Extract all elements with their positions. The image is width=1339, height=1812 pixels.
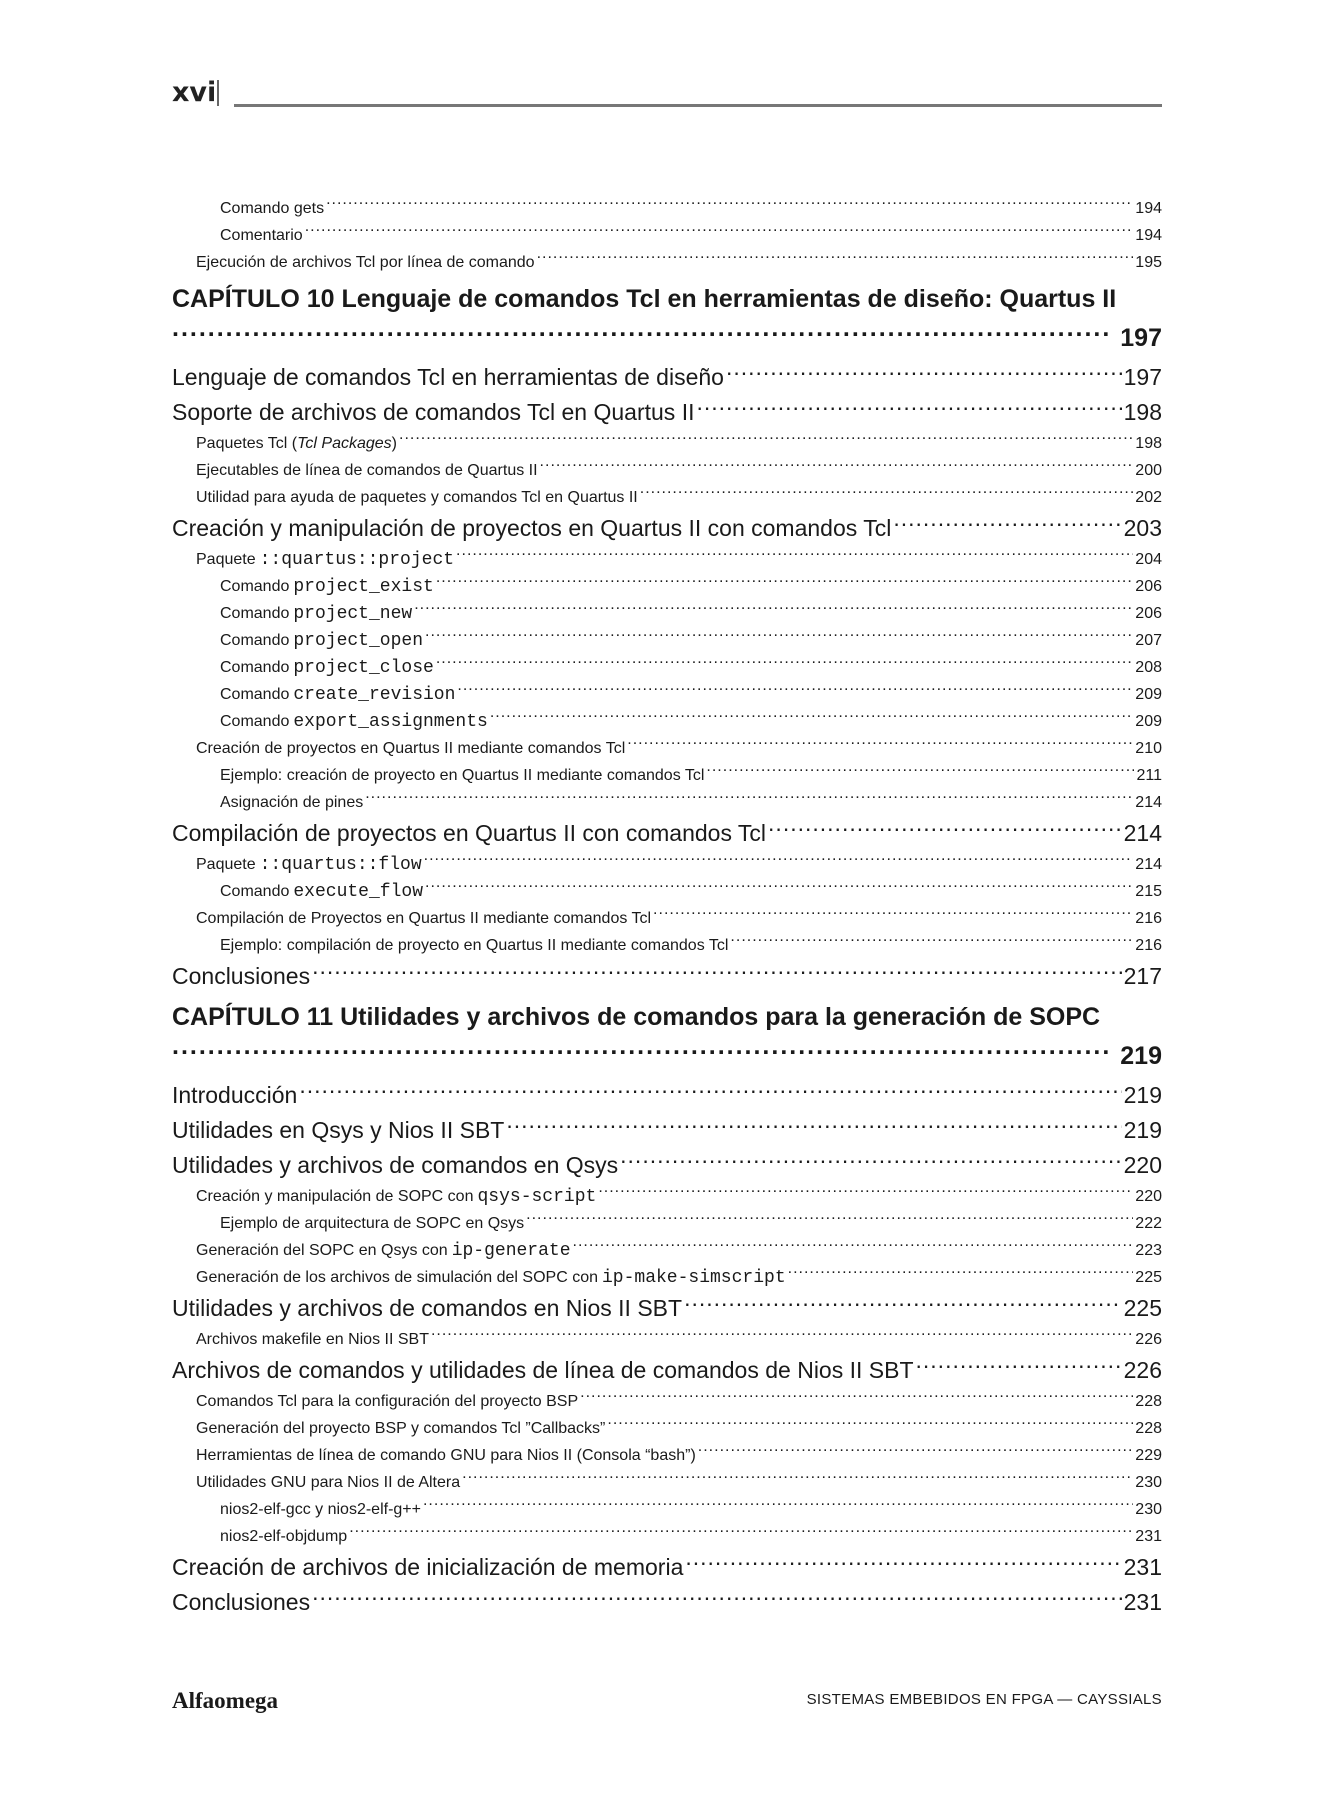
chapter-11-heading[interactable] [172,994,1162,1078]
toc-entry-label: Ejecución de archivos Tcl por línea de comando [196,254,535,271]
dot-leader [768,818,1122,841]
label-text: Comando [220,883,290,900]
toc-entry-page: 216 [1135,910,1162,927]
toc-entry[interactable] [172,430,1162,457]
toc-entry-page: 231 [1123,1554,1162,1580]
toc-entry-label: nios2-elf-gcc y nios2-elf-g++ [220,1501,421,1518]
toc-entry-page: 222 [1135,1215,1162,1232]
dot-leader [436,656,1133,672]
toc-entry-page: 230 [1135,1501,1162,1518]
dot-leader [172,321,1112,346]
dot-leader [414,602,1133,618]
toc-entry[interactable] [172,484,1162,511]
toc-entry-label: Lenguaje de comandos Tcl en herramientas de diseño [172,364,724,390]
toc-entry[interactable] [172,1353,1162,1388]
dot-leader [607,1417,1133,1433]
toc-entry-page: 225 [1135,1269,1162,1286]
toc-entry-label [196,1264,786,1292]
toc-entry[interactable] [172,546,1162,573]
label-code: project_new [293,604,413,624]
toc-entry[interactable] [172,735,1162,762]
dot-leader [312,961,1122,984]
dot-leader [490,710,1133,726]
toc-entry[interactable] [172,905,1162,932]
toc-entry[interactable] [172,1585,1162,1620]
toc-entry-label: Creación de proyectos en Quartus II mediante comandos Tcl [196,740,626,757]
toc-entry-label [220,654,434,682]
label-code: export_assignments [293,712,488,732]
toc-entry[interactable] [172,360,1162,395]
toc-entry-label [220,627,423,655]
toc-entry[interactable] [172,1523,1162,1550]
toc-entry-label [220,878,423,906]
toc-entry[interactable] [172,511,1162,546]
toc-entry-page: 200 [1135,462,1162,479]
dot-leader [456,548,1133,564]
dot-leader [653,907,1133,923]
toc-entry-page: 198 [1135,435,1162,452]
dot-leader [537,251,1134,267]
chapter-dots-line [172,320,1162,360]
toc-entry-label: Compilación de Proyectos en Quartus II mediante comandos Tcl [196,910,652,927]
dot-leader [425,880,1133,896]
toc-entry-page: 229 [1135,1447,1162,1464]
toc-entry-page: 216 [1135,937,1162,954]
toc-entry-page: 220 [1135,1188,1162,1205]
dot-leader [312,1587,1122,1610]
toc-entry[interactable] [172,681,1162,708]
label-text: Comando [220,659,290,676]
toc-entry[interactable] [172,1210,1162,1237]
toc-entry[interactable] [172,1496,1162,1523]
toc-entry[interactable] [172,573,1162,600]
page-footer [172,1688,1162,1718]
chapter-page: 219 [1120,1042,1162,1070]
toc-entry-label [196,1237,571,1265]
dot-leader [365,791,1133,807]
dot-leader [706,764,1134,780]
toc-entry-label: Archivos makefile en Nios II SBT [196,1331,429,1348]
dot-leader [436,575,1133,591]
toc-entry-label: Utilidades GNU para Nios II de Altera [196,1474,461,1491]
toc-entry-label: Conclusiones [172,1589,311,1615]
toc-entry[interactable] [172,1442,1162,1469]
dot-leader [598,1185,1133,1201]
toc-entry-page: 198 [1123,399,1162,425]
label-code: project_open [293,631,423,651]
toc-entry-label: Archivos de comandos y utilidades de línea de comandos de Nios II SBT [172,1357,914,1383]
toc-entry-page: 231 [1123,1589,1162,1615]
publisher-name: Alfaomega [172,1688,279,1713]
label-prefix: Paquetes Tcl ( [196,435,298,452]
label-code: create_revision [293,685,456,705]
toc-entry-label: Comando gets [220,200,325,217]
dot-leader [172,1039,1112,1064]
toc-entry[interactable] [172,1326,1162,1353]
dot-leader [698,1444,1134,1460]
chapter-page: 197 [1120,324,1162,352]
toc-entry-page: 194 [1135,200,1162,217]
toc-entry[interactable] [172,395,1162,430]
dot-leader [425,629,1133,645]
toc-entry-label: Utilidades y archivos de comandos en Qsys [172,1152,619,1178]
dot-leader [424,853,1134,869]
label-text: Generación del SOPC en Qsys con [196,1242,448,1259]
dot-leader [893,513,1121,536]
toc-entry[interactable] [172,1113,1162,1148]
toc-entry-label: Utilidades y archivos de comandos en Nios II SBT [172,1295,683,1321]
label-code: ::quartus::project [259,550,455,570]
chapter-dots-line [172,1038,1162,1078]
header-rule [234,104,1162,107]
label-suffix: ) [391,435,397,452]
label-text: Paquete [196,856,256,873]
toc-entry-label: Utilidades en Qsys y Nios II SBT [172,1117,505,1143]
toc-entry-page: 230 [1135,1474,1162,1491]
toc-entry-page: 209 [1135,713,1162,730]
toc-entry-label [220,708,488,736]
toc-entry-label: Ejecutables de línea de comandos de Quartus II [196,462,538,479]
dot-leader [457,683,1133,699]
chapter-title: CAPÍTULO 11 Utilidades y archivos de comandos para la generación de SOPC [172,1003,1101,1031]
label-code: ip-generate [451,1241,571,1261]
toc-entry-page: 219 [1123,1082,1162,1108]
toc-entry-label: Asignación de pines [220,794,364,811]
toc-entry-label: nios2-elf-objdump [220,1528,348,1545]
toc-entry-label: Soporte de archivos de comandos Tcl en Quartus II [172,399,695,425]
toc-entry[interactable] [172,1183,1162,1210]
toc-entry[interactable] [172,959,1162,994]
toc-entry-page: 215 [1135,883,1162,900]
label-code: qsys-script [477,1187,597,1207]
toc-entry-page: 209 [1135,686,1162,703]
page-number: xvi [172,77,217,108]
toc-entry-page: 225 [1123,1295,1162,1321]
toc-entry[interactable] [172,1415,1162,1442]
toc-entry-label [196,1183,596,1211]
dot-leader [423,1498,1133,1514]
toc-entry-page: 219 [1123,1117,1162,1143]
dot-leader [788,1266,1134,1282]
dot-leader [349,1525,1133,1541]
toc-entry-page: 208 [1135,659,1162,676]
toc-entry[interactable] [172,249,1162,276]
toc-entry-page: 228 [1135,1420,1162,1437]
toc-entry-label [220,573,434,601]
toc-entry-page: 206 [1135,605,1162,622]
toc-entry-page: 214 [1135,856,1162,873]
toc-entry[interactable] [172,1237,1162,1264]
dot-leader [685,1552,1121,1575]
label-code: project_exist [293,577,434,597]
label-text: Creación y manipulación de SOPC con [196,1188,474,1205]
toc-entry[interactable] [172,1264,1162,1291]
toc-entry[interactable] [172,457,1162,484]
toc-entry[interactable] [172,1469,1162,1496]
toc-entry[interactable] [172,1148,1162,1183]
toc-entry-page: 214 [1135,794,1162,811]
toc-entry[interactable] [172,1078,1162,1113]
toc-entry-page: 211 [1136,767,1162,784]
toc-entry-label [196,851,422,879]
toc-entry-page: 194 [1135,227,1162,244]
dot-leader [305,224,1134,240]
toc-entry-label [220,600,412,628]
dot-leader [726,362,1122,385]
chapter-10-heading[interactable] [172,276,1162,360]
toc-entry-page: 207 [1135,632,1162,649]
toc-entry-page: 203 [1123,515,1162,541]
toc-entry-page: 226 [1135,1331,1162,1348]
dot-leader [730,934,1133,950]
toc-entry-page: 226 [1123,1357,1162,1383]
toc-entry-label: Utilidad para ayuda de paquetes y comandos Tcl en Quartus II [196,489,638,506]
dot-leader [326,197,1133,213]
toc-entry-page: 228 [1135,1393,1162,1410]
toc-entry[interactable] [172,195,1162,222]
toc-entry[interactable] [172,851,1162,878]
toc-entry-page: 214 [1123,820,1162,846]
dot-leader [462,1471,1133,1487]
toc-entry[interactable] [172,789,1162,816]
toc-entry[interactable] [172,1550,1162,1585]
dot-leader [526,1212,1133,1228]
dot-leader [431,1328,1133,1344]
toc-entry[interactable] [172,600,1162,627]
label-text: Comando [220,686,290,703]
toc-entry-label: Conclusiones [172,963,311,989]
label-code: ::quartus::flow [259,855,422,875]
label-text: Comando [220,605,290,622]
page-header [172,76,1162,116]
toc-entry-label: Compilación de proyectos en Quartus II con comandos Tcl [172,820,767,846]
dot-leader [620,1150,1121,1173]
dot-leader [580,1390,1133,1406]
toc-entry[interactable] [172,878,1162,905]
toc-entry-label: Ejemplo de arquitectura de SOPC en Qsys [220,1215,525,1232]
toc-entry-label: Ejemplo: creación de proyecto en Quartus II mediante comandos Tcl [220,767,705,784]
toc-entry-label: Ejemplo: compilación de proyecto en Quartus II mediante comandos Tcl [220,937,729,954]
chapter-title: CAPÍTULO 10 Lenguaje de comandos Tcl en herramientas de diseño: Quartus II [172,285,1117,313]
label-text: Comando [220,713,290,730]
label-code: ip-make-simscript [601,1268,786,1288]
toc-entry[interactable] [172,222,1162,249]
toc-entry-label: Introducción [172,1082,298,1108]
label-text: Generación de los archivos de simulación del SOPC con [196,1269,598,1286]
toc-entry-page: 197 [1123,364,1162,390]
label-italic: Tcl Packages [297,435,392,452]
toc-entry-page: 204 [1135,551,1162,568]
dot-leader [684,1293,1122,1316]
dot-leader [540,459,1134,475]
label-text: Comando [220,578,290,595]
toc-entry-page: 210 [1135,740,1162,757]
toc-entry[interactable] [172,627,1162,654]
toc-entry-label: Herramientas de línea de comando GNU para Nios II (Consola “bash”) [196,1447,696,1464]
dot-leader [916,1355,1122,1378]
toc-entry[interactable] [172,762,1162,789]
toc-entry[interactable] [172,1388,1162,1415]
toc-entry-label: Creación de archivos de inicialización de memoria [172,1554,684,1580]
dot-leader [299,1080,1121,1103]
toc-entry-label: Creación y manipulación de proyectos en Quartus II con comandos Tcl [172,515,892,541]
label-code: project_close [293,658,434,678]
toc-entry-label: Comentario [220,227,303,244]
dot-leader [696,397,1121,420]
toc-entry-label: Generación del proyecto BSP y comandos Tcl ”Callbacks” [196,1420,606,1437]
toc-entry-label: Comandos Tcl para la configuración del proyecto BSP [196,1393,579,1410]
toc-entry-page: 202 [1135,489,1162,506]
dot-leader [627,737,1133,753]
label-text: Comando [220,632,290,649]
toc-entry[interactable] [172,932,1162,959]
toc-entry-page: 220 [1123,1152,1162,1178]
dot-leader [399,432,1133,448]
toc-entry[interactable] [172,654,1162,681]
dot-leader [573,1239,1134,1255]
label-text: Paquete [196,551,256,568]
toc-entry[interactable] [172,708,1162,735]
dot-leader [640,486,1134,502]
label-code: execute_flow [293,882,423,902]
toc-entry[interactable] [172,816,1162,851]
toc-entry-label [196,546,454,574]
toc-entry-page: 223 [1135,1242,1162,1259]
toc-entry-page: 231 [1135,1528,1162,1545]
toc-entry[interactable] [172,1291,1162,1326]
toc-entry-page: 206 [1135,578,1162,595]
toc-entry-label [196,430,397,457]
table-of-contents [172,195,1162,1620]
header-divider [217,80,219,106]
toc-entry-page: 195 [1135,254,1162,271]
dot-leader [506,1115,1121,1138]
toc-entry-label [220,681,455,709]
book-title: SISTEMAS EMBEBIDOS EN FPGA — CAYSSIALS [806,1691,1162,1708]
toc-entry-page: 217 [1123,963,1162,989]
